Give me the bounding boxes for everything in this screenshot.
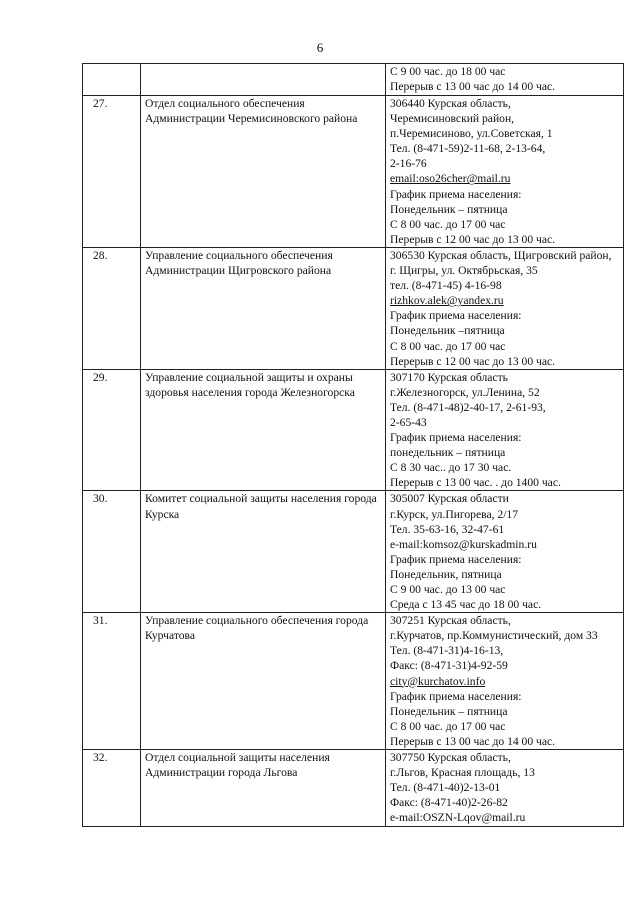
- agency-contacts: [386, 64, 624, 96]
- contact-line: Понедельник –пятница: [390, 324, 505, 338]
- row-number: 27.: [83, 96, 141, 248]
- contact-line: С 8 00 час. до 17 00 час: [390, 719, 506, 733]
- contact-line: График приема населения:: [390, 309, 522, 323]
- agency-contacts: [386, 96, 624, 248]
- table-row: [83, 369, 624, 491]
- table-row: [83, 613, 624, 750]
- contact-line: п.Черемисиново, ул.Советская, 1: [390, 127, 553, 141]
- contact-line: 307251 Курская область,: [390, 614, 511, 628]
- contact-line: Тел. 35-63-16, 32-47-61: [390, 522, 505, 536]
- contact-line: 2-65-43: [390, 415, 427, 429]
- contact-line: г.Железногорск, ул.Ленина, 52: [390, 385, 540, 399]
- agency-name: Управление социального обеспечения города Курчатова: [141, 613, 386, 750]
- contact-line: 306530 Курская область, Щигровский район,: [390, 248, 612, 262]
- contact-line: С 8 30 час.. до 17 30 час.: [390, 461, 512, 475]
- agency-name: Отдел социального обеспечения Администрации Черемисиновского района: [141, 96, 386, 248]
- table-row: [83, 750, 624, 826]
- contact-line: Тел. (8-471-59)2-11-68, 2-13-64,: [390, 142, 546, 156]
- contact-line: 306440 Курская область,: [390, 97, 511, 110]
- row-number: 28.: [83, 247, 141, 369]
- contact-line: Тел. (8-471-31)4-16-13,: [390, 644, 504, 658]
- agency-contacts: [386, 369, 624, 491]
- contact-line: Факс: (8-471-40)2-26-82: [390, 796, 508, 810]
- contact-line: С 9 00 час. до 13 00 час: [390, 583, 506, 596]
- contact-line: С 8 00 час. до 17 00 час: [390, 339, 506, 353]
- row-number: 30.: [83, 491, 141, 613]
- contact-line: График приема населения:: [390, 187, 522, 201]
- table-row: [83, 247, 624, 369]
- contact-line: Понедельник – пятница: [390, 704, 508, 718]
- agency-contacts: [386, 491, 624, 613]
- email-text: e-mail:OSZN-Lqov@mail.ru: [390, 811, 526, 825]
- email-text: e-mail:komsoz@kurskadmin.ru: [390, 537, 537, 551]
- agency-name: Управление социальной защиты и охраны здоровья населения города Железногорска: [141, 369, 386, 491]
- agency-name: Комитет социальной защиты населения города Курска: [141, 491, 386, 613]
- contact-line: Тел. (8-471-48)2-40-17, 2-61-93,: [390, 400, 546, 414]
- contact-line: График приема населения:: [390, 431, 522, 445]
- contact-line: 2-16-76: [390, 157, 427, 171]
- row-number: 29.: [83, 369, 141, 491]
- contact-line: понедельник – пятница: [390, 446, 506, 460]
- contact-line: 307170 Курская область: [390, 370, 508, 384]
- contact-line: 307750 Курская область,: [390, 751, 511, 765]
- contact-line: г.Курчатов, пр.Коммунистический, дом 33: [390, 629, 598, 643]
- agency-name: [141, 64, 386, 96]
- row-number: [83, 64, 141, 96]
- social-services-table: [82, 63, 624, 827]
- table-row: [83, 96, 624, 248]
- contact-line: График приема населения:: [390, 689, 522, 703]
- contact-line: тел. (8-471-45) 4-16-98: [390, 279, 502, 293]
- contact-line: 305007 Курская области: [390, 492, 509, 506]
- agency-name: Управление социального обеспечения Администрации Щигровского района: [141, 247, 386, 369]
- row-number: 31.: [83, 613, 141, 750]
- contact-line: Перерыв с 13 00 час до 14 00 час.: [390, 80, 556, 94]
- contact-line: График приема населения:: [390, 552, 522, 566]
- contact-line: Среда с 13 45 час до 18 00 час.: [390, 598, 542, 612]
- contact-line: Перерыв с 12 00 час до 13 00 час.: [390, 232, 556, 246]
- table-row: [83, 491, 624, 613]
- contact-line: г. Щигры, ул. Октябрьская, 35: [390, 264, 538, 278]
- contact-line: г.Льгов, Красная площадь, 13: [390, 766, 535, 780]
- contact-line: Перерыв с 12 00 час до 13 00 час.: [390, 354, 556, 368]
- agency-contacts: [386, 247, 624, 369]
- table-row: [83, 64, 624, 96]
- contact-line: Черемисиновский район,: [390, 112, 515, 126]
- contact-line: С 9 00 час. до 18 00 час: [390, 65, 506, 78]
- contact-line: Факс: (8-471-31)4-92-59: [390, 659, 508, 673]
- contact-line: Перерыв с 13 00 час до 14 00 час.: [390, 734, 556, 748]
- email-link[interactable]: email:oso26cher@mail.ru: [390, 172, 511, 186]
- row-number: 32.: [83, 750, 141, 826]
- email-link[interactable]: city@kurchatov.info: [390, 674, 486, 688]
- contact-line: г.Курск, ул.Пигорева, 2/17: [390, 507, 519, 521]
- contact-line: Понедельник – пятница: [390, 202, 508, 216]
- agency-name: Отдел социальной защиты населения Администрации города Льгова: [141, 750, 386, 826]
- contact-line: Понедельник, пятница: [390, 567, 502, 581]
- contact-line: Тел. (8-471-40)2-13-01: [390, 781, 501, 795]
- contact-line: С 8 00 час. до 17 00 час: [390, 217, 506, 231]
- email-link[interactable]: rizhkov.alek@yandex.ru: [390, 294, 504, 308]
- agency-contacts: [386, 613, 624, 750]
- contact-line: Перерыв с 13 00 час. . до 1400 час.: [390, 476, 561, 490]
- page-number: 6: [316, 40, 324, 55]
- agency-contacts: [386, 750, 624, 826]
